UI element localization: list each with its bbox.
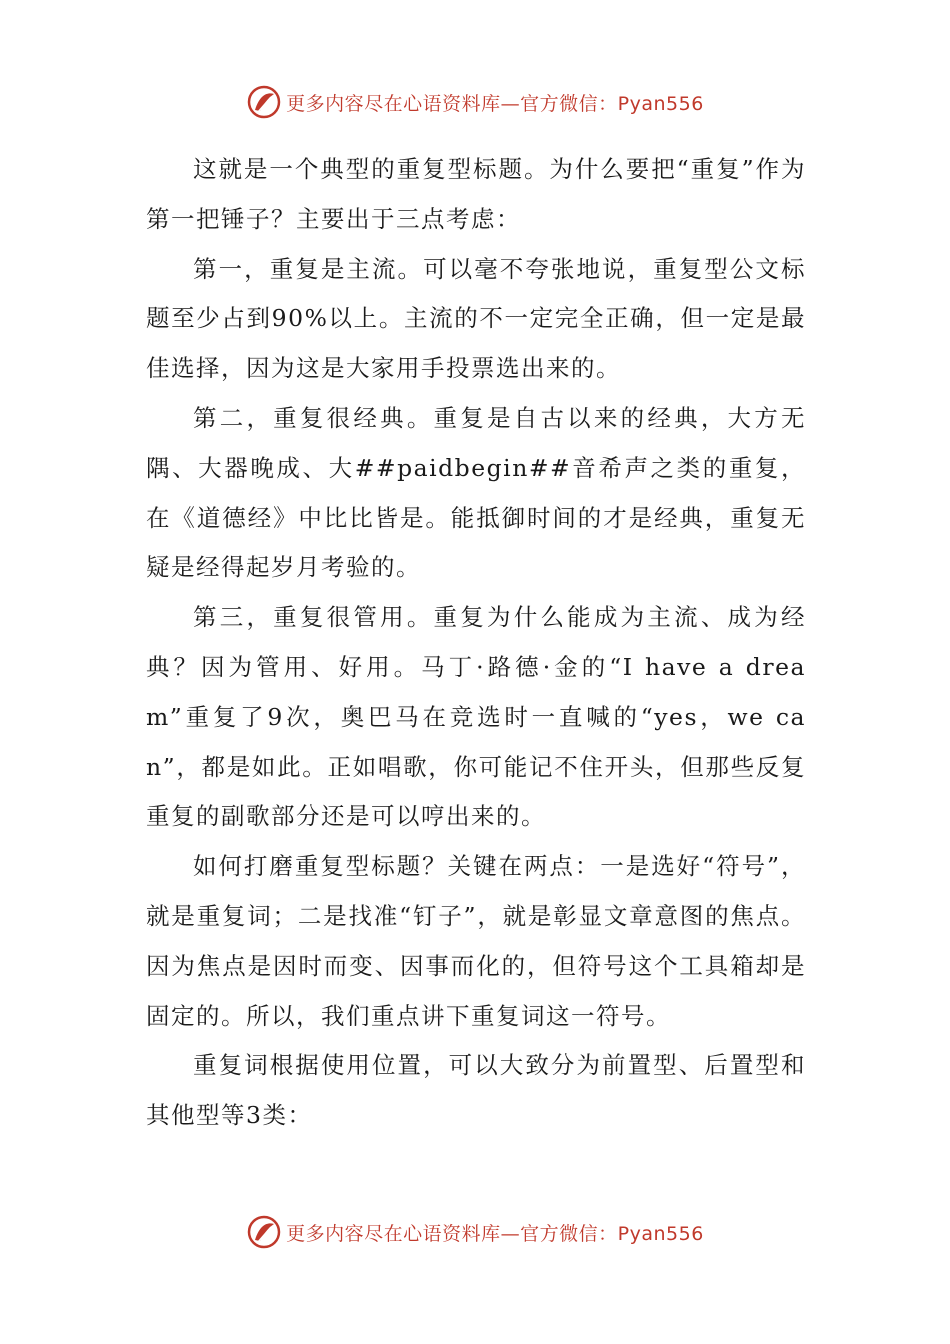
paragraph: 第二，重复很经典。重复是自古以来的经典，大方无隅、大器晚成、大##paidbegin##音希声之类的重复，在《道德经》中比比皆是。能抵御时间的才是经典，重复无疑是经得起岁月考验的。 <box>146 403 806 582</box>
paragraph: 重复词根据使用位置，可以大致分为前置型、后置型和其他型等3类： <box>146 1051 806 1130</box>
paragraph: 第一，重复是主流。可以毫不夸张地说，重复型公文标题至少占到90%以上。主流的不一定完全正确，但一定是最佳选择，因为这是大家用手投票选出来的。 <box>146 254 806 383</box>
footer-banner <box>0 1212 950 1252</box>
paragraph: 这就是一个典型的重复型标题。为什么要把“重复”作为第一把锤子？主要出于三点考虑： <box>146 155 806 233</box>
wechat-id: Pyan556 <box>617 1222 704 1245</box>
seal-logo-icon <box>246 1214 282 1250</box>
seal-logo-icon <box>246 84 282 120</box>
paragraph: 如何打磨重复型标题？关键在两点：一是选好“符号”，就是重复词；二是找准“钉子”，就是彰显文章意图的焦点。因为焦点是因时而变、因事而化的，但符号这个工具箱却是固定的。所以，我们重点讲下重复词这一符号。 <box>146 852 806 1030</box>
banner-text: 更多内容尽在心语资料库—官方微信：Pyan556 <box>286 92 704 115</box>
paragraph: 第三，重复很管用。重复为什么能成为主流、成为经典？因为管用、好用。马丁·路德·金的“I have a dream”重复了9次，奥巴马在竞选时一直喊的“yes，we can”，都是如此。正如唱歌，你可能记不住开头，但那些反复重复的副歌部分还是可以哼出来的。 <box>146 603 806 831</box>
wechat-id: Pyan556 <box>617 92 704 115</box>
banner-text: 更多内容尽在心语资料库—官方微信：Pyan556 <box>286 1222 704 1245</box>
document-body <box>146 145 806 1141</box>
header-banner <box>0 82 950 122</box>
